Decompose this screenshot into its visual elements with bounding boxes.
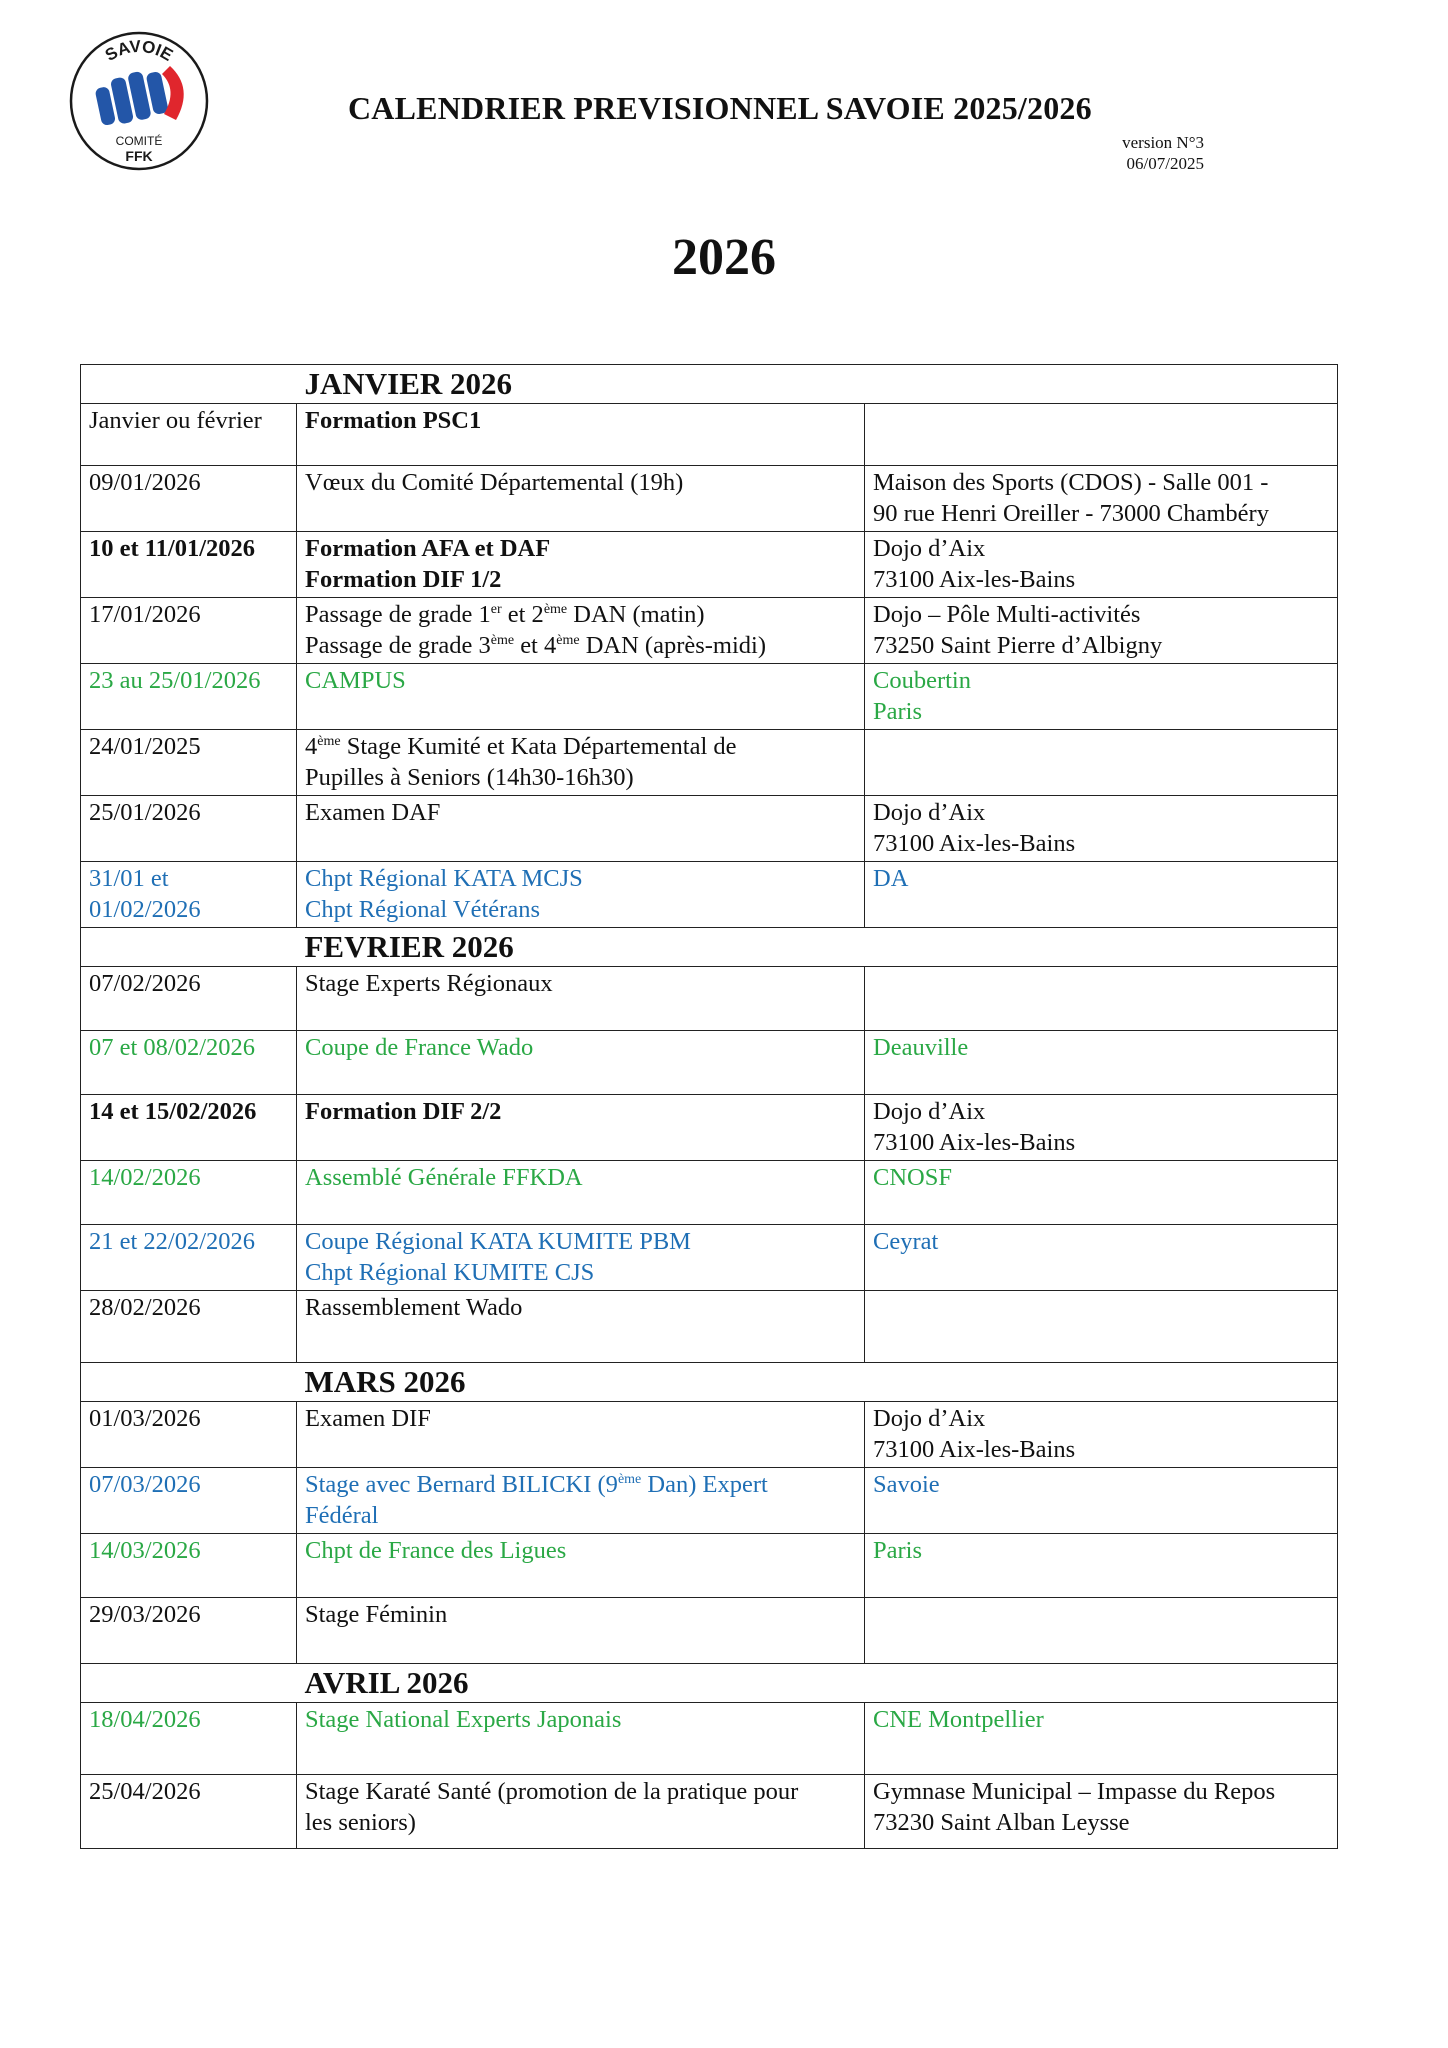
event-title: Stage Experts Régionaux xyxy=(297,967,865,1031)
month-label: MARS 2026 xyxy=(304,1364,466,1399)
event-date: 10 et 11/01/2026 xyxy=(81,532,297,598)
place-line: Coubertin xyxy=(873,667,971,694)
table-row xyxy=(81,1468,1338,1534)
table-row xyxy=(81,532,1338,598)
place-line: Dojo d’Aix xyxy=(873,1405,986,1432)
event-line: Pupilles à Seniors (14h30-16h30) xyxy=(305,764,634,791)
event-line: Formation AFA et DAF xyxy=(305,535,551,562)
event-title: Formation PSC1 xyxy=(297,404,865,466)
place-line: Maison des Sports (CDOS) - Salle 001 - xyxy=(873,469,1269,496)
place-line: Dojo d’Aix xyxy=(873,1098,986,1125)
table-row xyxy=(81,1161,1338,1225)
event-place xyxy=(865,404,1338,466)
event-date: 14 et 15/02/2026 xyxy=(81,1095,297,1161)
event-place xyxy=(865,796,1338,862)
place-line: Dojo d’Aix xyxy=(873,535,986,562)
event-date: 24/01/2025 xyxy=(81,730,297,796)
table-row xyxy=(81,967,1338,1031)
table-row xyxy=(81,1775,1338,1849)
event-line: les seniors) xyxy=(305,1809,416,1836)
event-title: Stage Féminin xyxy=(297,1598,865,1664)
event-title xyxy=(297,1468,865,1534)
table-row xyxy=(81,1598,1338,1664)
place-line: Dojo – Pôle Multi-activités xyxy=(873,601,1141,628)
event-title: Examen DIF xyxy=(297,1402,865,1468)
event-line: Chpt Régional KATA MCJS xyxy=(305,865,583,892)
place-line: 73230 Saint Alban Leysse xyxy=(873,1809,1130,1836)
event-date: 07/02/2026 xyxy=(81,967,297,1031)
event-date: 25/01/2026 xyxy=(81,796,297,862)
table-row xyxy=(81,466,1338,532)
event-line: Coupe Régional KATA KUMITE PBM xyxy=(305,1228,691,1255)
event-title: Vœux du Comité Départemental (19h) xyxy=(297,466,865,532)
event-date xyxy=(81,862,297,928)
table-row xyxy=(81,1291,1338,1363)
table-row xyxy=(81,404,1338,466)
table-row xyxy=(81,862,1338,928)
place-line: 73100 Aix-les-Bains xyxy=(873,566,1076,593)
event-place xyxy=(865,1402,1338,1468)
event-place xyxy=(865,598,1338,664)
event-date: Janvier ou février xyxy=(81,404,297,466)
event-line: 4ème Stage Kumité et Kata Départemental de xyxy=(305,733,737,760)
date-line: 31/01 et xyxy=(89,865,169,892)
comite-ffk-logo xyxy=(66,28,212,174)
month-row-mars xyxy=(81,1363,1338,1402)
event-date: 28/02/2026 xyxy=(81,1291,297,1363)
place-line: 90 rue Henri Oreiller - 73000 Chambéry xyxy=(873,500,1269,527)
document-title: CALENDRIER PREVISIONNEL SAVOIE 2025/2026 xyxy=(348,90,1092,126)
event-date: 23 au 25/01/2026 xyxy=(81,664,297,730)
event-title: Rassemblement Wado xyxy=(297,1291,865,1363)
place-line: 73100 Aix-les-Bains xyxy=(873,1129,1076,1156)
date-line: 01/02/2026 xyxy=(89,896,201,923)
event-place xyxy=(865,1598,1338,1664)
month-row-fevrier xyxy=(81,928,1338,967)
event-date: 07 et 08/02/2026 xyxy=(81,1031,297,1095)
table-row xyxy=(81,730,1338,796)
table-row xyxy=(81,598,1338,664)
table-row xyxy=(81,1095,1338,1161)
event-title: Formation DIF 2/2 xyxy=(297,1095,865,1161)
table-row xyxy=(81,1703,1338,1775)
version-number: version N°3 xyxy=(1122,133,1204,152)
event-date: 01/03/2026 xyxy=(81,1402,297,1468)
event-line: Formation DIF 1/2 xyxy=(305,566,502,593)
event-place: Paris xyxy=(865,1534,1338,1598)
event-place xyxy=(865,466,1338,532)
place-line: Paris xyxy=(873,698,922,725)
event-title: Chpt de France des Ligues xyxy=(297,1534,865,1598)
version-date: 06/07/2025 xyxy=(1126,154,1204,173)
event-date: 07/03/2026 xyxy=(81,1468,297,1534)
event-date: 25/04/2026 xyxy=(81,1775,297,1849)
event-title xyxy=(297,1225,865,1291)
event-title xyxy=(297,532,865,598)
month-row-avril xyxy=(81,1664,1338,1703)
month-label: FEVRIER 2026 xyxy=(304,929,514,964)
event-line: Fédéral xyxy=(305,1502,379,1529)
svg-text:SAVOIE: SAVOIE xyxy=(101,36,177,65)
event-place xyxy=(865,1775,1338,1849)
event-line: Passage de grade 3ème et 4ème DAN (après-midi) xyxy=(305,632,766,659)
event-date: 17/01/2026 xyxy=(81,598,297,664)
table-row xyxy=(81,796,1338,862)
event-place: Deauville xyxy=(865,1031,1338,1095)
table-row xyxy=(81,1534,1338,1598)
event-title: Examen DAF xyxy=(297,796,865,862)
event-place: CNE Montpellier xyxy=(865,1703,1338,1775)
event-place: Savoie xyxy=(865,1468,1338,1534)
event-date: 18/04/2026 xyxy=(81,1703,297,1775)
event-date: 21 et 22/02/2026 xyxy=(81,1225,297,1291)
event-place xyxy=(865,664,1338,730)
place-line: 73250 Saint Pierre d’Albigny xyxy=(873,632,1163,659)
month-row-janvier xyxy=(81,365,1338,404)
year-heading: 2026 xyxy=(672,229,776,286)
month-label: JANVIER 2026 xyxy=(304,366,513,401)
calendar-table xyxy=(80,364,1338,1849)
event-place: Ceyrat xyxy=(865,1225,1338,1291)
event-title: CAMPUS xyxy=(297,664,865,730)
event-place xyxy=(865,730,1338,796)
place-line: Dojo d’Aix xyxy=(873,799,986,826)
version-info xyxy=(1122,132,1204,174)
place-line: Gymnase Municipal – Impasse du Repos xyxy=(873,1778,1276,1805)
event-place: CNOSF xyxy=(865,1161,1338,1225)
table-row xyxy=(81,1225,1338,1291)
event-title xyxy=(297,730,865,796)
event-place xyxy=(865,532,1338,598)
svg-text:FFK: FFK xyxy=(125,148,153,164)
event-line: Chpt Régional KUMITE CJS xyxy=(305,1259,595,1286)
event-date: 14/03/2026 xyxy=(81,1534,297,1598)
event-place xyxy=(865,1291,1338,1363)
event-title: Coupe de France Wado xyxy=(297,1031,865,1095)
event-title xyxy=(297,598,865,664)
table-row xyxy=(81,1402,1338,1468)
event-title: Stage National Experts Japonais xyxy=(297,1703,865,1775)
event-place xyxy=(865,967,1338,1031)
event-date: 29/03/2026 xyxy=(81,1598,297,1664)
event-title: Assemblé Générale FFKDA xyxy=(297,1161,865,1225)
place-line: 73100 Aix-les-Bains xyxy=(873,1436,1076,1463)
svg-text:COMITÉ: COMITÉ xyxy=(115,134,163,148)
place-line: 73100 Aix-les-Bains xyxy=(873,830,1076,857)
event-line: Passage de grade 1er et 2ème DAN (matin) xyxy=(305,601,705,628)
event-title xyxy=(297,1775,865,1849)
event-place xyxy=(865,1095,1338,1161)
month-label: AVRIL 2026 xyxy=(304,1665,469,1700)
event-line: Chpt Régional Vétérans xyxy=(305,896,540,923)
event-line: Stage Karaté Santé (promotion de la pratique pour xyxy=(305,1778,799,1805)
event-title xyxy=(297,862,865,928)
event-date: 09/01/2026 xyxy=(81,466,297,532)
event-date: 14/02/2026 xyxy=(81,1161,297,1225)
event-place: DA xyxy=(865,862,1338,928)
table-row xyxy=(81,664,1338,730)
table-row xyxy=(81,1031,1338,1095)
event-line: Stage avec Bernard BILICKI (9ème Dan) Expert xyxy=(305,1471,768,1498)
